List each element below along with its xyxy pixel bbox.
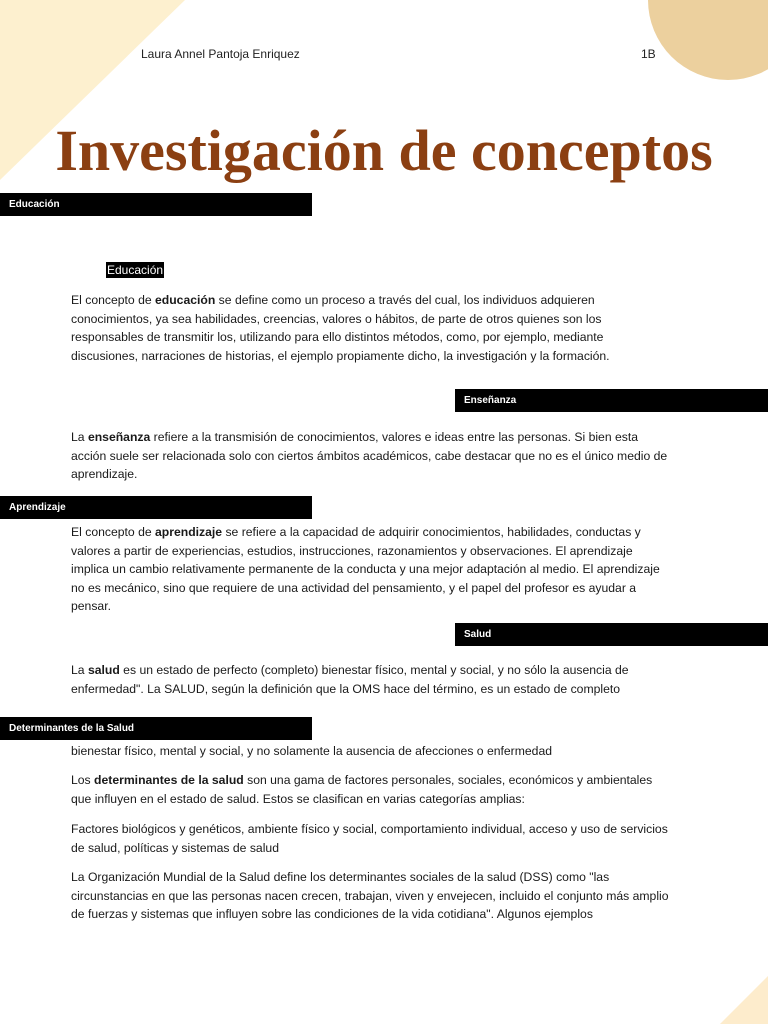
section-bar-ensenanza: Enseñanza	[455, 389, 768, 412]
section-bar-aprendizaje: Aprendizaje	[0, 496, 312, 519]
decorative-triangle-bottom-right	[720, 976, 768, 1024]
author-name: Laura Annel Pantoja Enriquez	[141, 47, 300, 61]
decorative-circle-top-right	[648, 0, 768, 80]
paragraph-ensenanza: La enseñanza refiere a la transmisión de conocimientos, valores e ideas entre las personas. Si bien esta acción suele ser relacionada solo con ciertos ámbitos académicos, cabe destacar que no es el único medio de aprendizaje.	[71, 430, 668, 482]
paragraph-educacion: El concepto de educación se define como un proceso a través del cual, los individuos adquieren conocimientos, ya sea habilidades, creencias, valores o hábitos, de parte de otros quienes son los responsables de transmitir los, utilizando para ello distintos métodos, como, por ejemplo, mediante discusiones, narraciones de historias, el ejemplo propiamente dicho, la investigación y la formación.	[71, 293, 610, 363]
paragraph-aprendizaje: El concepto de aprendizaje se refiere a la capacidad de adquirir conocimientos, habilidades, conductas y valores a partir de experiencias, estudios, instrucciones, razonamientos y observaciones. El aprendizaje implica un cambio relativamente permanente de la conducta y una mejor adaptación al medio. El aprendizaje no es mecánico, sino que requiere de una actividad del pensamiento, y el papel del profesor es ayudar a pensar.	[71, 525, 660, 614]
term-determinantes: determinantes de la salud	[94, 773, 244, 787]
page-title: Investigación de conceptos	[55, 118, 713, 183]
term-salud: salud	[87, 663, 120, 677]
section-bar-determinantes: Determinantes de la Salud	[0, 717, 312, 740]
highlighted-label-educacion: Educación	[107, 263, 164, 277]
paragraph-oms: La Organización Mundial de la Salud define los determinantes sociales de la salud (DSS) como "las circunstancias en que las personas nacen crecen, trabajan, viven y envejecen, incluido el conjunto más amplio de fuerzas y sistemas que influyen sobre las condiciones de la vida cotidiana". Algunos ejemplos	[71, 870, 669, 922]
section-bar-educacion: Educación	[0, 193, 312, 216]
paragraph-salud-continued: bienestar físico, mental y social, y no solamente la ausencia de afecciones o enfermedad	[71, 744, 553, 758]
group-label: 1B	[641, 47, 656, 61]
term-educacion: educación	[155, 293, 216, 307]
paragraph-salud: La salud es un estado de perfecto (completo) bienestar físico, mental y social, y no sólo la ausencia de enfermedad". La SALUD, según la definición que la OMS hace del término, es un estado de completo	[71, 663, 629, 696]
paragraph-determinantes: Los determinantes de la salud son una gama de factores personales, sociales, económicos y ambientales que influyen en el estado de salud. Estos se clasifican en varias categorías amplias:	[71, 773, 653, 806]
paragraph-factores: Factores biológicos y genéticos, ambiente físico y social, comportamiento individual, acceso y uso de servicios de salud, políticas y sistemas de salud	[71, 822, 668, 855]
section-bar-salud: Salud	[455, 623, 768, 646]
term-aprendizaje: aprendizaje	[155, 525, 223, 539]
term-ensenanza: enseñanza	[87, 430, 151, 444]
